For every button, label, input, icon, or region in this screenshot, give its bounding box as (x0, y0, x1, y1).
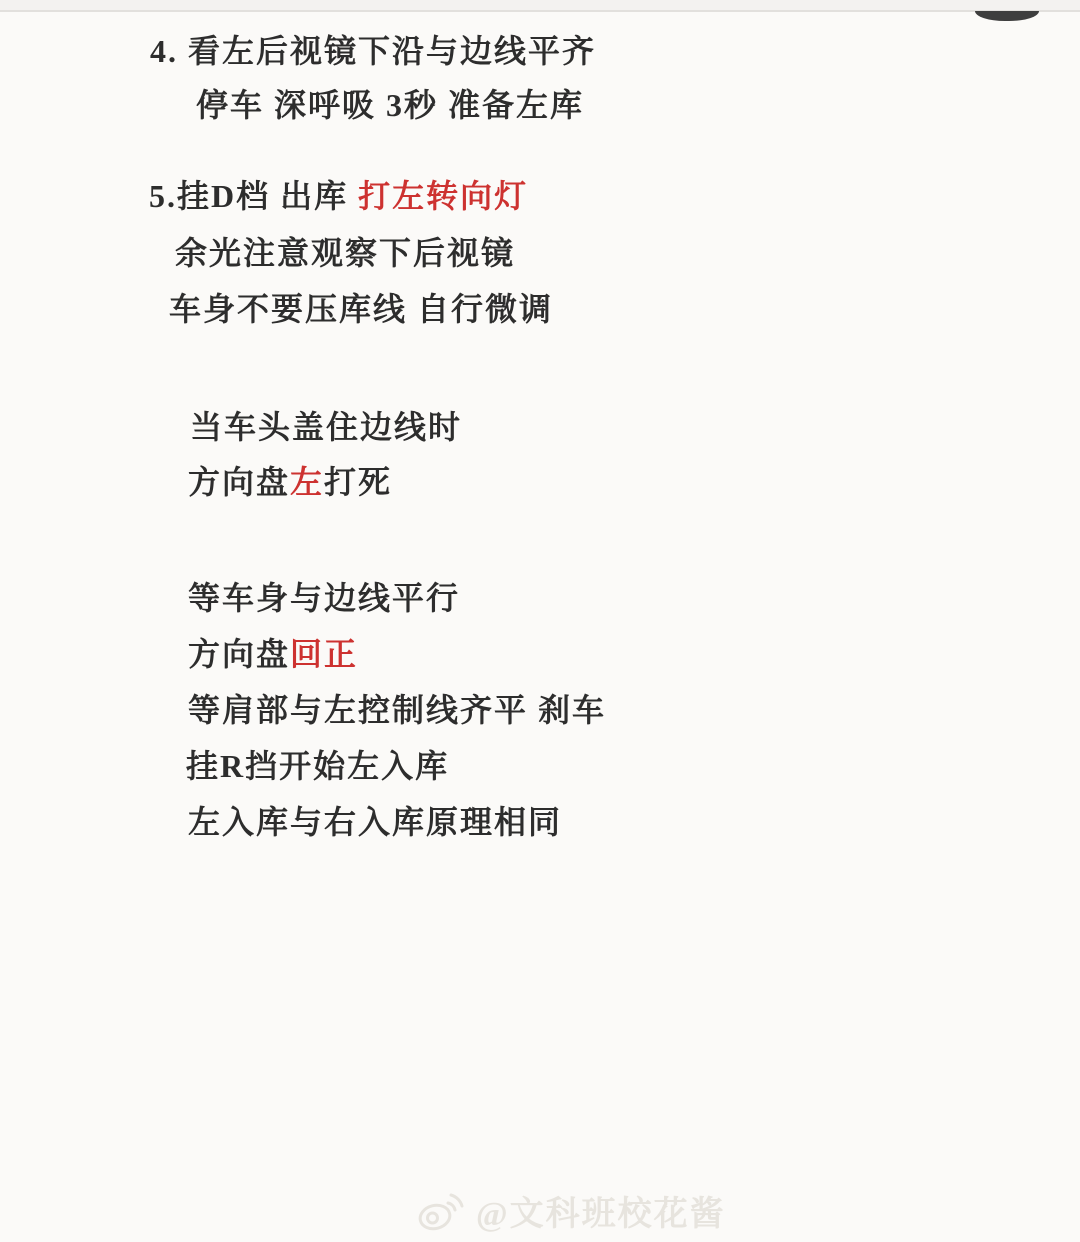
top-strip (0, 0, 1080, 10)
note-line (190, 402, 462, 448)
note-text: 左入库与右入库原理相同 (188, 804, 563, 840)
note-line (186, 741, 449, 787)
note-text: 停车 深呼吸 3秒 准备左库 (196, 87, 585, 123)
note-text: 挂R挡开始左入库 (186, 748, 450, 784)
note-line (188, 797, 562, 843)
note-text: 5.挂D档 出库 (149, 178, 359, 214)
note-line (188, 457, 392, 503)
note-text: 方向盘 (188, 636, 291, 672)
note-text-highlight: 回正 (290, 636, 359, 672)
note-line-step5 (149, 171, 528, 217)
weibo-logo-icon (418, 1190, 466, 1232)
note-text: 车身不要压库线 自行微调 (169, 291, 554, 327)
note-text: 等车身与边线平行 (188, 580, 461, 616)
note-text: 4. 看左后视镜下沿与边线平齐 (150, 33, 597, 69)
note-text: 余光注意观察下后视镜 (175, 235, 516, 271)
note-line (188, 629, 358, 675)
note-text: 方向盘 (188, 464, 291, 500)
note-line (169, 284, 553, 330)
note-line-step4 (150, 26, 596, 72)
note-text-highlight: 打左转向灯 (358, 178, 529, 214)
note-text: 等肩部与左控制线齐平 刹车 (188, 692, 607, 728)
top-notch (975, 11, 1039, 21)
watermark (418, 1186, 726, 1235)
note-text-highlight: 左 (290, 464, 325, 500)
watermark-handle: @文科班校花酱 (476, 1196, 726, 1233)
note-line (188, 685, 606, 731)
note-line (188, 573, 460, 619)
top-divider-line (0, 10, 1080, 12)
note-line (196, 80, 584, 126)
note-text: 当车头盖住边线时 (190, 409, 463, 445)
note-line (175, 228, 515, 274)
note-text: 打死 (324, 464, 393, 500)
